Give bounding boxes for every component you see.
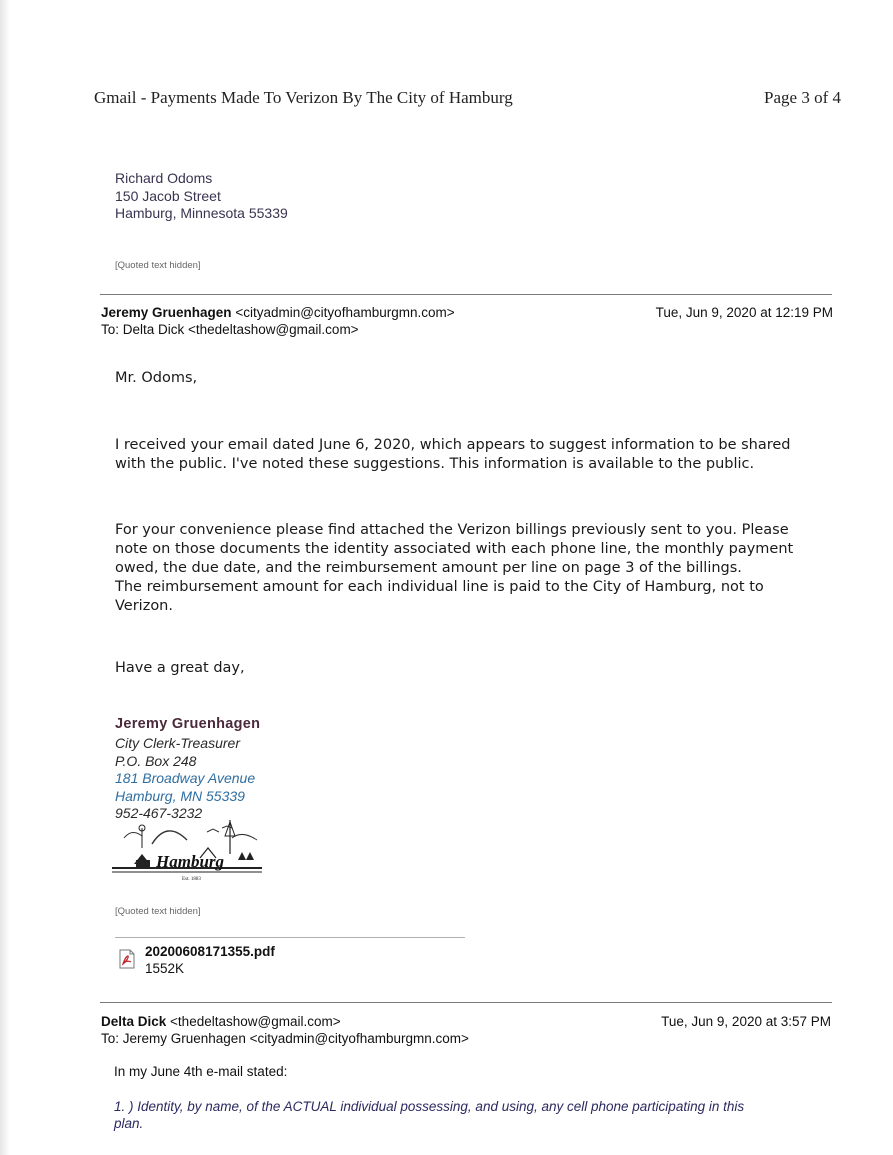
paragraph-line: For your convenience please find attached the Verizon billings previously sent to you. Please bbox=[115, 522, 789, 538]
paragraph-1 bbox=[115, 436, 791, 474]
sender-name: Delta Dick bbox=[101, 1014, 167, 1029]
recipient-line: To: Delta Dick <thedeltashow@gmail.com> bbox=[101, 322, 359, 337]
quoted-text-hidden[interactable]: [Quoted text hidden] bbox=[115, 906, 201, 917]
address-name: Richard Odoms bbox=[115, 170, 213, 186]
svg-text:Hamburg: Hamburg bbox=[156, 852, 225, 871]
paragraph-line: The reimbursement amount for each individual line is paid to the City of Hamburg, not to bbox=[115, 579, 764, 595]
attachment-divider bbox=[115, 937, 465, 938]
sender-line bbox=[101, 304, 455, 321]
greeting: Mr. Odoms, bbox=[115, 370, 198, 386]
paragraph-line: Verizon. bbox=[115, 598, 173, 614]
paragraph-2 bbox=[115, 521, 793, 616]
message-intro: In my June 4th e-mail stated: bbox=[114, 1064, 288, 1079]
page-number: Page 3 of 4 bbox=[764, 88, 841, 107]
sender-email: <thedeltashow@gmail.com> bbox=[170, 1014, 341, 1029]
signature-po-box: P.O. Box 248 bbox=[115, 752, 197, 769]
signature-title: City Clerk-Treasurer bbox=[115, 735, 240, 751]
quoted-text-hidden[interactable]: [Quoted text hidden] bbox=[115, 260, 201, 271]
attachment-size: 1552K bbox=[145, 961, 185, 976]
message-date: Tue, Jun 9, 2020 at 12:19 PM bbox=[655, 305, 833, 320]
address-block bbox=[115, 170, 288, 223]
sender-email: <cityadmin@cityofhamburgmn.com> bbox=[235, 305, 455, 320]
scan-edge-shadow bbox=[0, 0, 10, 1155]
quoted-line: 1. ) Identity, by name, of the ACTUAL individual possessing, and using, any cell phone participating in this bbox=[114, 1099, 745, 1114]
paragraph-line: I received your email dated June 6, 2020, which appears to suggest information to be shared bbox=[115, 437, 791, 453]
paragraph-line: owed, the due date, and the reimbursement amount per line on page 3 of the billings. bbox=[115, 560, 742, 576]
signature-block bbox=[115, 735, 255, 823]
pdf-icon bbox=[118, 949, 136, 969]
paragraph-line: note on those documents the identity associated with each phone line, the monthly payment bbox=[115, 541, 794, 557]
recipient-line: To: Jeremy Gruenhagen <cityadmin@cityofhamburgmn.com> bbox=[101, 1031, 469, 1046]
sender-name: Jeremy Gruenhagen bbox=[101, 305, 232, 320]
hamburg-logo bbox=[112, 818, 262, 884]
closing: Have a great day, bbox=[115, 660, 245, 676]
message-divider bbox=[100, 1002, 832, 1003]
signature-phone: 952-467-3232 bbox=[115, 805, 203, 821]
quoted-request bbox=[114, 1098, 744, 1132]
quoted-line: plan. bbox=[114, 1116, 144, 1131]
address-street: 150 Jacob Street bbox=[115, 187, 221, 204]
message-divider bbox=[100, 294, 832, 295]
document-title: Gmail - Payments Made To Verizon By The City of Hamburg bbox=[94, 88, 513, 107]
signature-street-link[interactable]: 181 Broadway Avenue bbox=[115, 770, 256, 786]
signature-city-link[interactable]: Hamburg, MN 55339 bbox=[115, 787, 245, 804]
signature-name: Jeremy Gruenhagen bbox=[115, 716, 261, 732]
sender-line bbox=[101, 1013, 469, 1030]
svg-text:Est. 1883: Est. 1883 bbox=[182, 877, 201, 882]
message-date: Tue, Jun 9, 2020 at 3:57 PM bbox=[661, 1014, 831, 1029]
message-header bbox=[101, 1013, 469, 1047]
attachment-filename[interactable]: 20200608171355.pdf bbox=[145, 944, 275, 959]
message-header bbox=[101, 304, 455, 338]
address-city: Hamburg, Minnesota 55339 bbox=[115, 205, 288, 221]
paragraph-line: with the public. I've noted these suggestions. This information is available to the public. bbox=[115, 456, 755, 472]
